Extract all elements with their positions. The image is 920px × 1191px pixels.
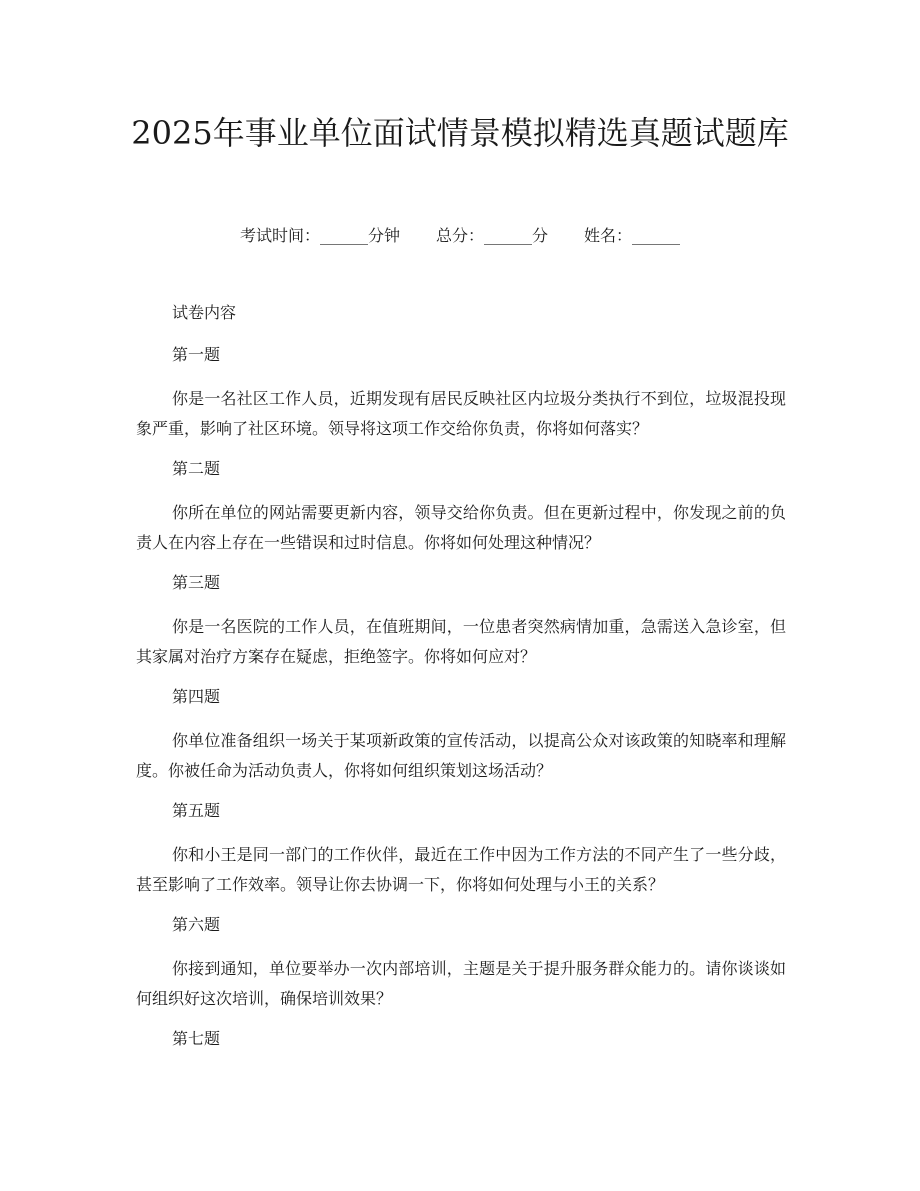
question-text: 你是一名医院的工作人员，在值班期间，一位患者突然病情加重，急需送入急诊室，但其家属对治疗方案存在疑虑，拒绝签字。你将如何应对？ [136, 617, 786, 666]
question-label: 第五题 [172, 801, 221, 820]
total-score-field: 总分：______分 [435, 226, 548, 245]
exam-meta-line [0, 224, 920, 248]
question-label: 第四题 [172, 687, 221, 706]
document-content [136, 300, 786, 1068]
question-text: 你所在单位的网站需要更新内容，领导交给你负责。但在更新过程中，你发现之前的负责人在内容上存在一些错误和过时信息。你将如何处理这种情况？ [136, 503, 786, 552]
question-label: 第三题 [172, 573, 221, 592]
exam-time-field: 考试时间：______分钟 [239, 226, 400, 245]
question-text: 你是一名社区工作人员，近期发现有居民反映社区内垃圾分类执行不到位，垃圾混投现象严重，影响了社区环境。领导将这项工作交给你负责，你将如何落实？ [136, 389, 786, 438]
question-text: 你接到通知，单位要举办一次内部培训，主题是关于提升服务群众能力的。请你谈谈如何组织好这次培训，确保培训效果？ [136, 959, 786, 1008]
question-label: 第七题 [172, 1029, 221, 1048]
question-label: 第一题 [172, 345, 221, 364]
question-label: 第六题 [172, 915, 221, 934]
question-text: 你单位准备组织一场关于某项新政策的宣传活动，以提高公众对该政策的知晓率和理解度。你被任命为活动负责人，你将如何组织策划这场活动？ [136, 731, 786, 780]
question-text: 你和小王是同一部门的工作伙伴，最近在工作中因为工作方法的不同产生了一些分歧，甚至影响了工作效率。领导让你去协调一下，你将如何处理与小王的关系？ [136, 845, 786, 894]
name-field: 姓名：______ [584, 226, 681, 245]
section-title: 试卷内容 [172, 303, 237, 322]
question-label: 第二题 [172, 459, 221, 478]
document-title: 2025年事业单位面试情景模拟精选真题试题库 [131, 114, 789, 152]
